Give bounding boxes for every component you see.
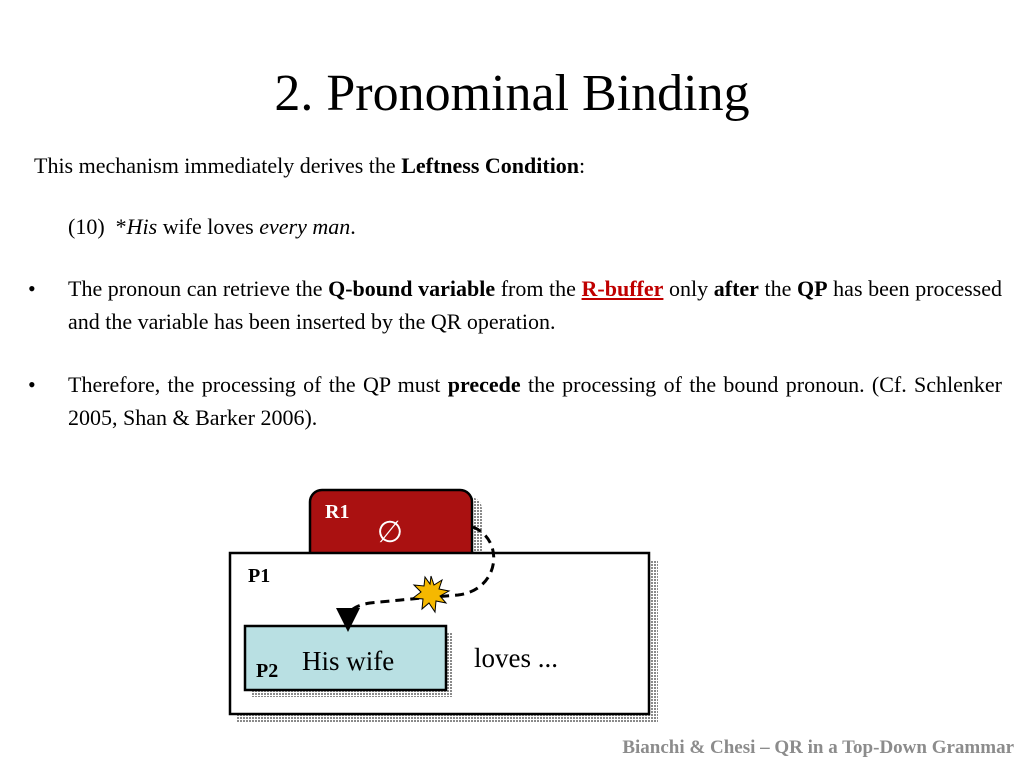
b1-q-bound-variable: Q-bound variable [328,276,496,301]
example-every-man: every man [259,214,351,239]
b1-t3: only [663,276,714,301]
loves-text: loves ... [474,643,558,673]
bullet-1-marker: • [28,276,36,301]
slide-title: 2. Pronominal Binding [274,65,750,122]
b2-precede: precede [447,372,521,397]
b1-t1: The pronoun can retrieve the [68,276,329,301]
b1-t5: has been processed and the variable has been inserted by the QR operation. [68,276,1002,334]
b2-t2: the processing of the bound pronoun. (Cf. Schlenker 2005, Shan & Barker 2006). [68,372,1002,430]
r1-label: R1 [325,501,350,523]
b1-after: after [713,276,759,301]
b2-t1: Therefore, the processing of the QP must [68,372,448,397]
example-end: . [350,214,356,239]
bullet-2-marker: • [28,372,36,397]
p2-label: P2 [256,660,279,682]
intro-colon: : [579,153,586,178]
b1-t2: from the [495,276,582,301]
his-wife-text: His wife [302,646,395,676]
b1-t4: the [758,276,798,301]
p1-label: P1 [248,565,271,587]
example-number: (10) [68,214,105,239]
b1-r-buffer: R-buffer [581,276,664,301]
example-middle: wife loves [157,214,260,239]
intro-text: This mechanism immediately derives the [34,153,402,178]
b1-qp: QP [797,276,828,301]
leftness-condition: Leftness Condition [401,153,580,178]
empty-set-symbol: ∅ [376,516,404,549]
example-star: * [115,214,127,239]
footer-credit: Bianchi & Chesi – QR in a Top-Down Grammar [622,737,1014,758]
example-his: His [126,214,158,239]
